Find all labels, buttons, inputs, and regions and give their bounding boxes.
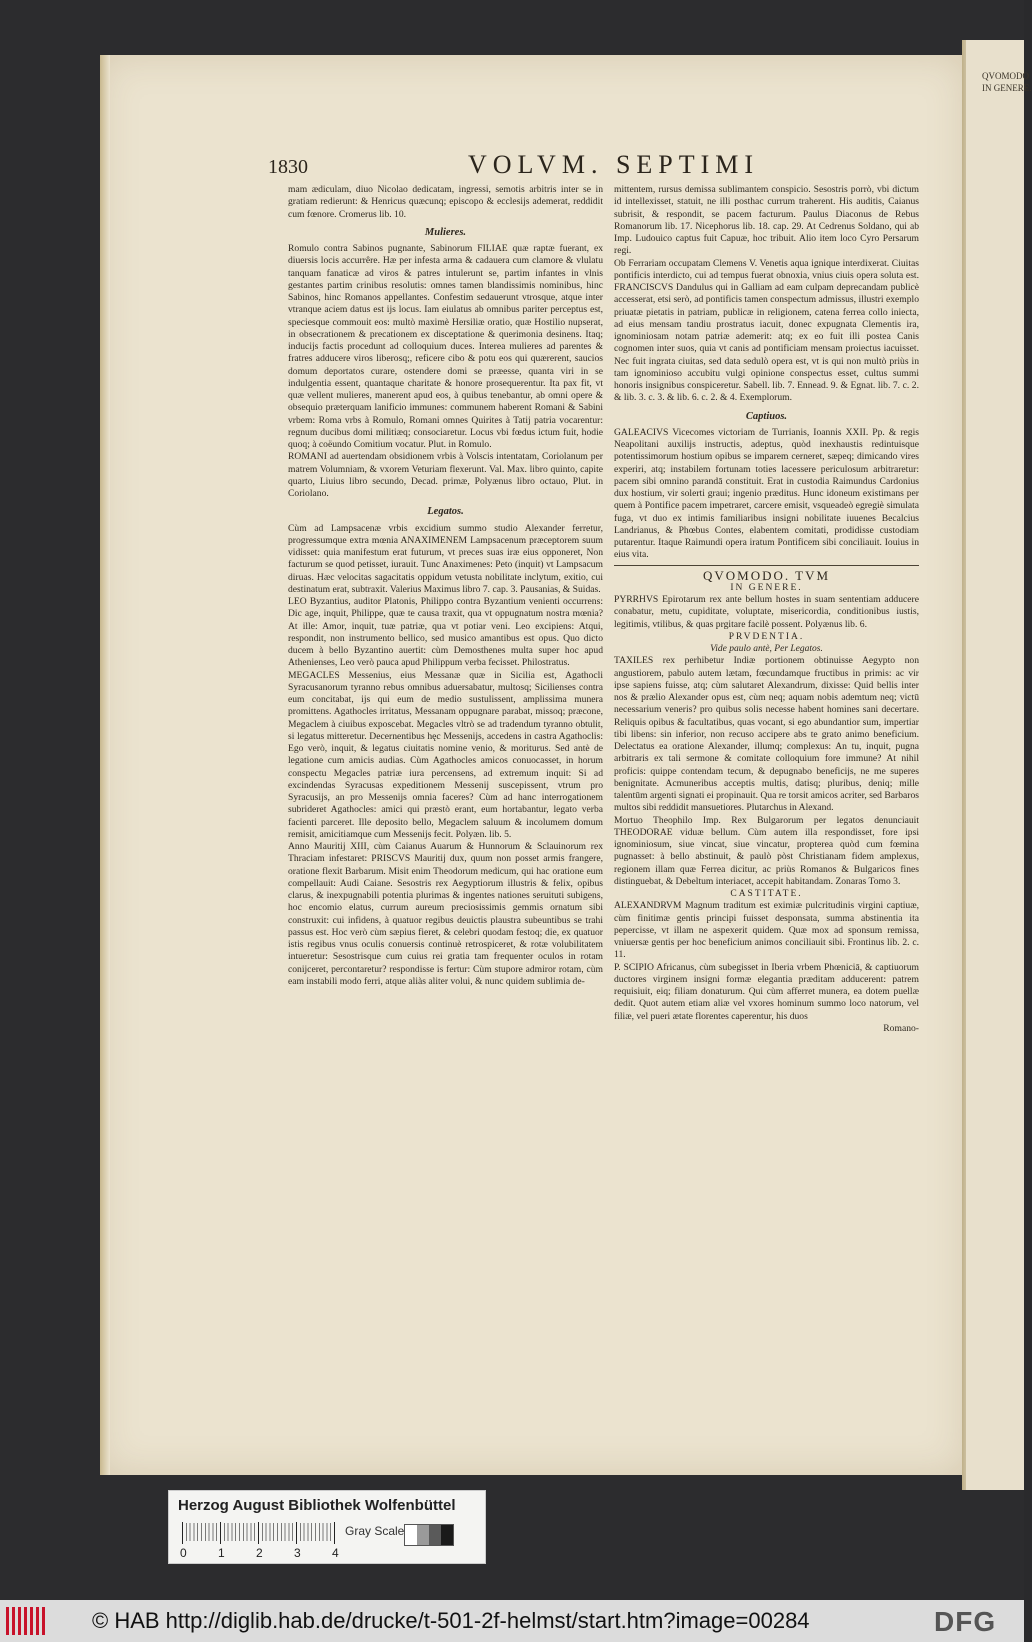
- gray-swatch: [405, 1525, 417, 1545]
- paragraph: GALEACIVS Vicecomes victoriam de Turrianis, Ioannis XXII. Pp. & regis Neapolitani auxilijs instructis, adeptus, quòd inexhaustis redintuisque potentissimorum hostium opibus se imparem cerneret, sæpeq; dimicando vires experiri, atq; instabilem fortunam toties lacessere periculosum arbitraretur: pacem sibi omnino parandā constituit. Erat in custodia Raimundus Cardonius dux hostium, vir solerti graui; ingenio præditus. Hunc idoneum existimans per quem à Pontifice pacem impetraret, carcere emisit, vsqueadeò egregiè simulata fuga, vt duo ex intimis familiaribus insigni nobilitate iuuenes Becalcius Landrianus, & Phœbus Contes, elabentem comitati, prodidisse custodiam putarentur. Itaque Raimundi opera iratum Pontificem sibi conciliauit. Iouius in eius vita.: [614, 426, 919, 561]
- paragraph: mam ædiculam, diuo Nicolao dedicatam, ingressi, semotis arbitris inter se in gratiam redierunt: & Henricus quæcunq; episcopo & ecclesijs ademerat, reddidit cum fœnore. Cromerus lib. 10.: [288, 184, 603, 220]
- section-heading: Mulieres.: [424, 226, 467, 238]
- library-label: Herzog August Bibliothek Wolfenbüttel: [178, 1497, 456, 1514]
- gray-swatch: [429, 1525, 441, 1545]
- paragraph: Ob Ferrariam occupatam Clemens V. Venetis aqua ignique interdixerat. Ciuitas pontificis interdicto, cui ad tempus fuerat obnoxia, vnius ciuis opera soluta est. FRANCISCVS Dandulus qui in Galliam ad eam culpam deprecandam publicè accesserat, etsi serò, ad pontificis tamen conspectum admissus, illustri exemplo priuatæ pietatis in patriam, publicæ in religionem, catena ferrea collo iniecta, ad eius mensam tandiu prostratus iacuit, donec expugnata Clementis ira, ignominiosam notam patriæ ademerit: atq; ex eo fuit illi postea Canis cognomen inter suos, quia vt canis ad pontificiam mensam proiectus iacuisset. Nec fuit ingrata ciuitas, sed data sedulò opera est, vt is qui non multò priùs in tam ignominioso accubitu vulgi opinione conspectus esset, cultus summi honoris insignibus conspiceretur. Sabell. lib. 7. Ennead. 9. & Egnat. lib. 7. c. 2. & lib. 3. c. 3. & lib. 6. c. 2. & 4. Exemplorum.: [614, 257, 919, 404]
- next-page-fragment: [982, 144, 1022, 156]
- next-page-fragment: [982, 95, 1022, 107]
- ruler-tick-label: 1: [218, 1546, 225, 1560]
- ruler-tick-label: 3: [294, 1546, 301, 1560]
- source-url[interactable]: © HAB http://diglib.hab.de/drucke/t-501-2f-helmst/start.htm?image=00284: [92, 1608, 810, 1633]
- gray-swatch: [417, 1525, 429, 1545]
- gray-scale-label: Gray Scale: [345, 1524, 405, 1538]
- cross-reference-note: Vide paulo antè, Per Legatos.: [710, 644, 823, 654]
- paragraph: PYRRHVS Epirotarum rex ante bellum hostes in suam sententiam adducere conabatur, metu, cupiditate, voluptate, misericordia, conditionibus iustis, legitimis, vtilibus, & quas prgitare facilè possent. Polyænus lib. 6.: [614, 594, 919, 630]
- ruler-tick-label: 0: [180, 1546, 187, 1560]
- page-number: 1830: [268, 156, 308, 178]
- next-page-text-fragments: [982, 70, 1032, 1430]
- section-heading: Captiuos.: [745, 410, 788, 422]
- paragraph: P. SCIPIO Africanus, cùm subegisset in Iberia vrbem Phœniciā, & captiuorum ductores virginem insigni formæ elegantia præditam adducerent: patrem requisiuit, eiq; filiam donaturum. Qui cùm afferret munera, ea dotem puellæ dedit. Quot autem etiam aliæ vel vxores hominum summo loco natorum, vel filiæ, vel pueri ætate florentes caperentur, his duos: [614, 961, 919, 1022]
- paragraph: Anno Mauritij XIII, cùm Caianus Auarum & Hunnorum & Sclauinorum rex Thraciam infestaret: PRISCVS Mauritij dux, quum non posset armis frangere, oratione flexit Barbarum. Misit enim Theodorum medicum, qui hac oratione eum compellauit: Audi Caiane. Sesostris rex Aegyptiorum illustris & felix, opibus clarus, & inexpugnabili potentia plurimas & ingentes nationes seruituti subigens, hoc encomio elatus, currum aureum preciosissimis gemmis ornatum sibi construxit: cui infidens, à quatuor regibus deuictis plaustra subeuntibus se trahi passus est. Hoc verò cùm sæpius fieret, & celebri quodam festoq; die, ex quatuor istis regibus vnus oculis conuersis continuè retrospiceret, & rotæ volubilitatem intueretur: Sesostrisque cum cuius rei gratia tam frequenter oculos in rotam conijceret, percontaretur? respondisse is fertur: Cùm stupore admiror rotam, cùm eam instabili modo ferri, atque aliàs aliter volui, & nunc quidem sublimia de-: [288, 841, 603, 987]
- next-page-fragment: [982, 119, 1022, 131]
- subsection-heading: CASTITATE.: [730, 889, 803, 899]
- paragraph: ALEXANDRVM Magnum traditum est eximiæ pulcritudinis virgini captiuæ, cùm finitimæ gentis principi fuisset desponsata, summa abstinentia ita pepercisse, vt illam ne aspexerit quidem. Quæ mox ad sponsum remissa, vniuersæ gentis per hoc beneficium animos conciliauit sibi. Frontinus lib. 2. c. 11.: [614, 900, 919, 961]
- chapter-heading: QVOMODO. TVM: [702, 567, 831, 583]
- left-text-column: [288, 184, 603, 988]
- paragraph: ROMANI ad auertendam obsidionem vrbis à Volscis intentatam, Coriolanum per matrem Volumniam, & vxorem Veturiam flexerunt. Val. Max. libro quinto, capite quarto, Liuius libro secundo, Decad. primæ, Polyænus libro octauo, Plut. in Coriolano.: [288, 451, 603, 499]
- gray-scale-swatches: [404, 1524, 454, 1546]
- dfg-logo[interactable]: DFG: [934, 1606, 997, 1637]
- next-page-fragment: [982, 107, 1022, 119]
- section-heading: Legatos.: [427, 506, 464, 518]
- section-rule: [614, 565, 919, 566]
- paragraph: TAXILES rex perhibetur Indiæ portionem obtinuisse Aegypto non angustiorem, pabulo autem lætam, fœcundamque fructibus in primis: ac vir ipse sapiens fuisse, atq; cùm salutaret Alexandrum, dixisse: Quid bellis inter nos & prælio Alexander opus est, cùm neq; aquam nobis ademtum neq; victū necessarium veneris? pro quibus solis necesse habent homines sani decertare. Reliquis opibus & facultatibus, quas vocant, si ego abundantior sum, impertiar tibi libens: sin inferior, non recuso accipere abs te grato animo beneficium. Delectatus ea oratione Alexander, illumq; complexus: An tu, inquit, pugna arbitraris ex tali sermone & comitate colloquium fore immune? At nihil proficis: quippe contendam tecum, & depugnabo beneficijs, ne me superes benignitate. Acmuneribus acceptis multis, datisq; pluribus, deniq; mille talentūm argenti signati ei propinauit. Qua re torsit amicos acriter, sed Barbaros multos sibi reddidit mansuetiores. Plutarchus in Alexand.: [614, 655, 920, 814]
- paragraph: Cùm ad Lampsacenæ vrbis excidium summo studio Alexander ferretur, progressumque extra mœnia ANAXIMENEM Lampsacenum præceptorem suum vidisset: quia manifestum erat futurum, vt preces suas iræ eius opponeret, Non facturum se quod petisset, iurauit. Tunc Anaximenes: Peto (inquit) vt Lampsacum diruas. Hæc velocitas sagacitatis oppidum vetusta nobilitate inclytum, exitio, cui destinatum erat, subtraxit. Valerius Maximus libro 7. cap. 3. Pausanias, & Suidas.: [288, 522, 603, 595]
- subsection-heading: IN GENERE.: [730, 582, 803, 593]
- paragraph: MEGACLES Messenius, eius Messanæ quæ in Sicilia est, Agathocli Syracusanorum tyranno rebus omnibus aduersabatur, multosq; Sicilienses contra eum concitabat, ijs qui eum de medio sustulissent, amplissima munera promittens. Agathocles irritatus, Messanam oppugnare parabat, missoq; præcone, Megaclem à ciuibus exposcebat. Megacles vltrò se ad tradendum tyranno obtulit, si legatus mitteretur. Decernentibus hęc Messenijs, accedens in castra Agathoclis: Ego verò, inquit, & legatus ciuitatis nomine venio, & moriturus. Sed antè de legatione cum amicis audias. Cùm Agathocles amicos conuocasset, in horum conspectu Megacles patriæ iura percensens, ad extremum inquit: Si ad excindendas Syracusas expeditionem Messenij suscepissent, vtrum pro Syracusijs, an pro Messenijs omnia faceres? Cùm ad hanc interrogationem subrideret Agathocles: amici qui præstò erant, eum hortabantur, legato verba facienti parceret. Ille deposito bello, Megaclem saluum & incolumem domum remisit, amicitiamque cum Messenijs fecit. Polyæn. lib. 5.: [288, 669, 603, 840]
- catchword: Romano-: [883, 1022, 919, 1034]
- next-page-fragment: [982, 131, 1022, 143]
- gray-swatch: [441, 1525, 453, 1545]
- paragraph: mittentem, rursus demissa sublimantem conspicio. Sesostris porrò, vbi dictum id intellexisset, statuit, ne illi posthac currum traherent. His auditis, Caianus subrisit, & respondit, se pacem facturum. Paulus Diaconus de Rebus Romanorum lib. 17. Nicephorus lib. 18. cap. 29. At Cedrenus Soldano, qui ab Imp. Ludouico captus fuit Capuæ, hoc tribuit. Alio item loco Cyro Persarum regi.: [614, 184, 919, 257]
- subsection-heading: PRVDENTIA.: [728, 631, 805, 642]
- paragraph: Romulo contra Sabinos pugnante, Sabinorum FILIAE quæ raptæ fuerant, ex diuersis locis accurrêre. Hæ per infesta arma & cadauera cum clamore & vlulatu tanquam fanaticæ ad viros & patres intulerunt se, partim infantes in vlnis gestantes partim crinibus resolutis: omnes tamen blandissimis nominibus, hinc Sabinos, hinc Romanos appellantes. Confestim sedauerunt vtrosque, atque inter vtranque aciem datus est ijs locus. Iam eiulatus ab omnibus pariter perceptus est, speciesque commouit eos: multò maximè Hersiliæ oratio, quæ Hostilio nupserat, in obsecrationem & precationem ex disceptatione & querimonia desinens. Itaq; inducijs factis procedunt ad colloquium duces. Interea mulieres ad parentes & fratres adducere viros liberosq;, reficere cibo & potu eos qui quærerent, saucios domum deportatos curare, ostendere domi se præesse, quanta viri in se indulgentia essent, quantaque charitate & honore prosequerentur. Ita pax fit, vt quæ vellent mulieres, manerent apud eos, à quibus tenebantur, ab omni opere & obsequio præterquam lanificio immunes: communem haberent Romani & Sabini vrbem: Roma vrbs à Romulo, Romani omnes Quirites à Tatij patria vocarentur: regnum ducibus domi militiæq; consociaretur. Locus vbi fœdus ictum fuit, hodie quoq; à coëundo Comitium vocatur. Plut. in Romulo.: [288, 243, 603, 450]
- paragraph: Mortuo Theophilo Imp. Rex Bulgarorum per legatos denunciauit THEODORAE viduæ bellum. Cùm autem illa respondisset, fore ipsi ignominiosum, siue vincat, siue vincatur, propterea quòd cum fœmina pugnasset: à bello abstinuit, & paulò pòst Christianam fidem amplexus, regionem illam quæ Ferrea dicitur, ac priùs Romanos & Bulgaricos fines distinguebat, & Debeltum interiacet, accepit habitandam. Zonaras Tomo 3.: [614, 814, 919, 887]
- next-page-fragment: IN GENERE.: [982, 83, 1032, 94]
- ruler-tick-label: 4: [332, 1546, 339, 1560]
- ruler-tick-label: 2: [256, 1546, 263, 1560]
- right-text-column: [614, 184, 919, 1035]
- next-page-fragment: QVOMODO: [982, 71, 1029, 81]
- hab-logo-icon[interactable]: [6, 1607, 46, 1635]
- scale-ruler-major-ticks: [182, 1522, 342, 1544]
- running-title: VOLVM. SEPTIMI: [468, 150, 760, 179]
- paragraph: LEO Byzantius, auditor Platonis, Philippo contra Byzantium venienti occurrens: Dic age, inquit, Philippe, quæ te causa traxit, qua vt oppugnatum nostra mœnia? At ille: Amor, inquit, tuæ patriæ, qua vt potiar veni. Leo excipiens: Atqui, respondit, non instrumento bellico, sed musico amantibus est opus. Quo dicto ducem à bello Byzantino auertit: cùm Demosthenes multa super hoc apud Athenienses, Leo verò pauca apud Philippum verba fecisset. Philostratus.: [288, 596, 603, 669]
